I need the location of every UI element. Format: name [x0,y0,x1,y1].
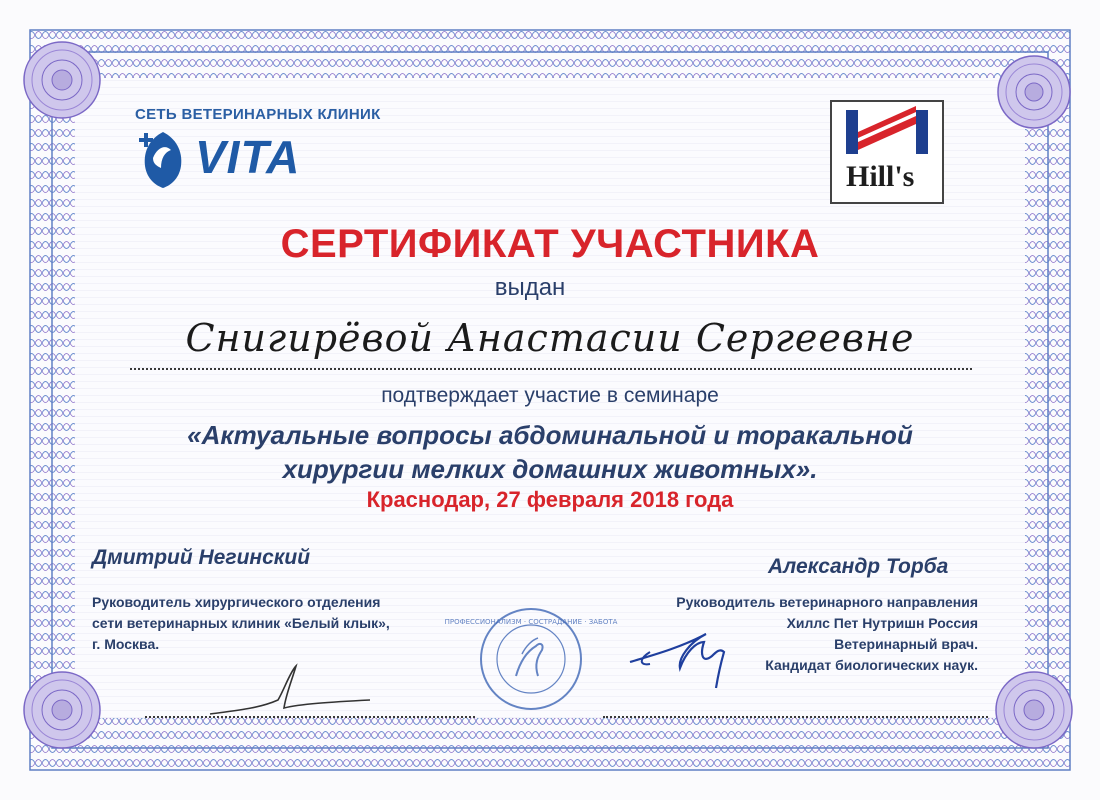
issued-label: выдан [494,274,566,301]
signature-line-right [603,716,988,718]
seal-text: ПРОФЕССИОНАЛИЗМ · СОСТРАДАНИЕ · ЗАБОТА [444,618,618,626]
role-line: Руководитель хирургического отделения [92,594,381,610]
partner-brand: Hill's [846,160,915,193]
signature-line-left [145,716,475,718]
vita-logo-icon [135,128,191,190]
signature-right [620,612,760,692]
rosette-bottom-left [24,672,100,748]
certificate-title: СЕРТИФИКАТ УЧАСТНИКА [280,222,820,266]
role-line: Ветеринарный врач. [834,636,978,652]
signatory-role-left [92,592,390,655]
rosette-top-left [24,42,100,118]
clinic-brand: VITA [195,131,301,183]
role-line: Руководитель ветеринарного направления [676,594,978,610]
recipient-dotted-line [130,368,972,370]
organization-seal [444,606,618,712]
recipient-name: Снигирёвой Анастасии Сергеевне [185,316,915,360]
role-line: сети ветеринарных клиник «Белый клык», [92,615,390,631]
role-line: Хиллс Пет Нутришн Россия [786,615,978,631]
clinic-network-label: СЕТЬ ВЕТЕРИНАРНЫХ КЛИНИК [135,106,381,123]
signatory-name-right: Александр Торба [768,555,949,578]
seminar-title-line: «Актуальные вопросы абдоминальной и торакальной [187,420,913,450]
hills-emblem-icon [832,102,942,162]
signatory-name-left: Дмитрий Негинский [92,546,311,569]
rosette-top-right [998,56,1070,128]
seminar-title [0,418,1100,486]
signature-left [200,660,380,722]
confirm-text: подтверждает участие в семинаре [381,384,719,407]
role-line: Кандидат биологических наук. [765,657,978,673]
place-and-date: Краснодар, 27 февраля 2018 года [366,487,734,512]
role-line: г. Москва. [92,636,160,652]
seminar-title-line: хирургии мелких домашних животных». [282,454,818,484]
rosette-bottom-right [996,672,1072,748]
